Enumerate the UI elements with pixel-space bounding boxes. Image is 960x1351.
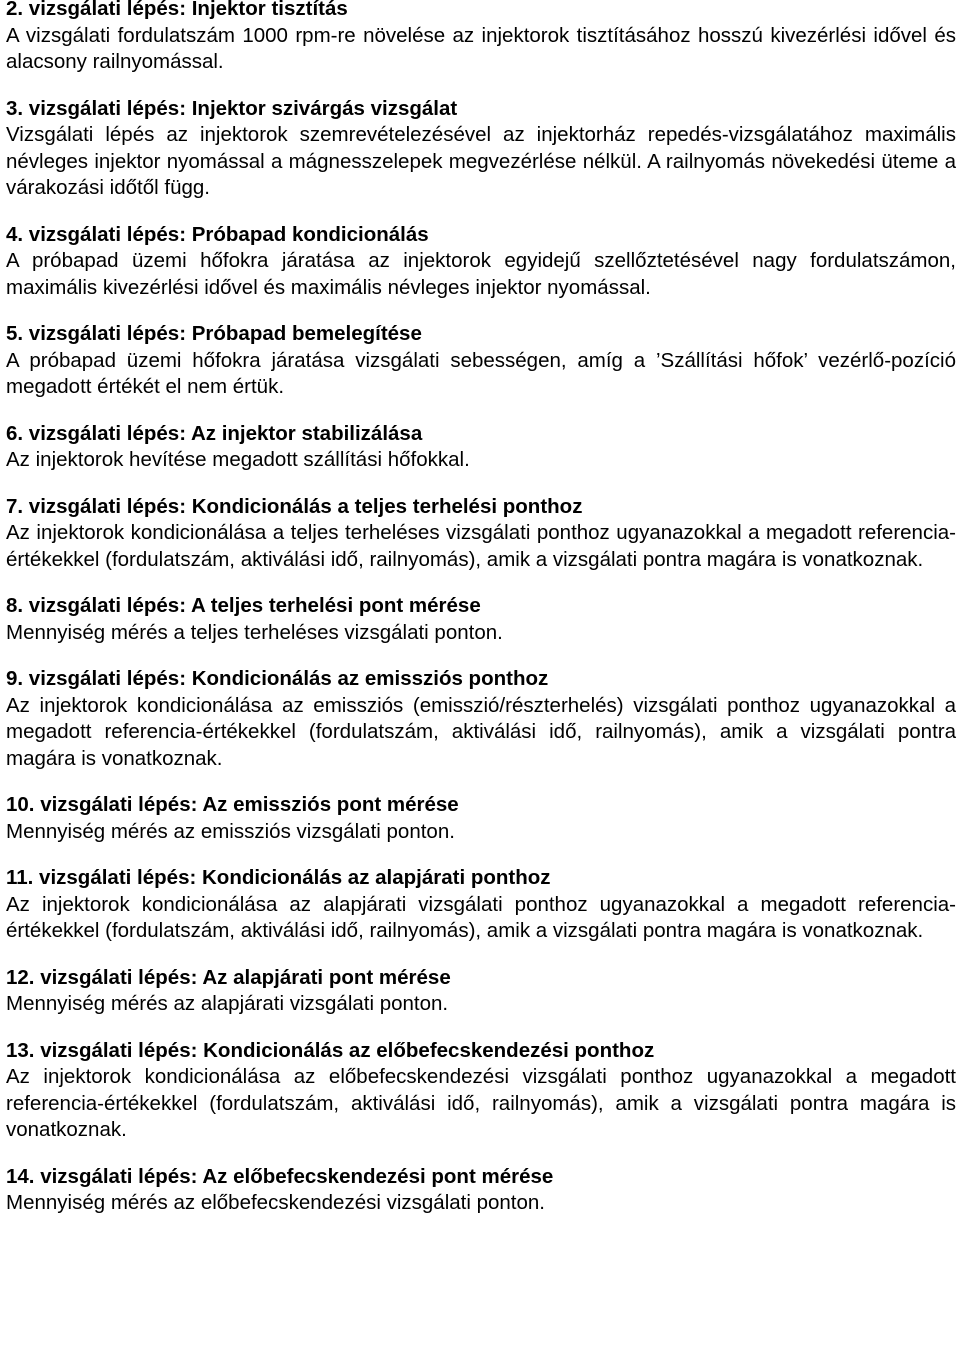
step-4 <box>6 222 956 302</box>
step-description: Vizsgálati lépés az injektorok szemrevételezésével az injektorház repedés-vizsgálatához maximális névleges injektor nyomással a mágnesszelepek megvezérlése nélkül. A railnyomás növekedési üteme a várakozási időtől függ. <box>6 123 956 199</box>
document-page <box>6 0 956 1237</box>
step-description: Mennyiség mérés az emissziós vizsgálati ponton. <box>6 819 455 843</box>
step-title: 10. vizsgálati lépés: Az emissziós pont mérése <box>6 793 459 816</box>
step-title: 5. vizsgálati lépés: Próbapad bemelegítése <box>6 322 422 345</box>
step-5 <box>6 321 956 401</box>
step-title: 4. vizsgálati lépés: Próbapad kondicionálás <box>6 222 429 246</box>
step-title: 13. vizsgálati lépés: Kondicionálás az előbefecskendezési ponthoz <box>6 1038 655 1062</box>
step-7 <box>6 494 956 574</box>
step-title: 14. vizsgálati lépés: Az előbefecskendezési pont mérése <box>6 1164 554 1188</box>
step-10 <box>6 792 956 845</box>
step-description: Az injektorok hevítése megadott szállítási hőfokkal. <box>6 448 470 471</box>
step-title: 3. vizsgálati lépés: Injektor szivárgás vizsgálat <box>6 96 458 120</box>
step-description: Mennyiség mérés az alapjárati vizsgálati ponton. <box>6 992 449 1015</box>
step-description: Mennyiség mérés az előbefecskendezési vizsgálati ponton. <box>6 1191 545 1214</box>
step-title: 2. vizsgálati lépés: Injektor tisztítás <box>6 0 348 20</box>
step-description: Az injektorok kondicionálása a teljes terheléses vizsgálati ponthoz ugyanazokkal a megadott referencia-értékekkel (fordulatszám, aktiválási idő, railnyomás), amik a vizsgálati pontra magára is vonatkoznak. <box>6 521 956 571</box>
step-title: 11. vizsgálati lépés: Kondicionálás az alapjárati ponthoz <box>6 866 551 889</box>
step-12 <box>6 965 956 1018</box>
step-14 <box>6 1164 956 1217</box>
step-description: Az injektorok kondicionálása az előbefecskendezési vizsgálati ponthoz ugyanazokkal a megadott referencia-értékekkel (fordulatszám, aktiválási idő, railnyomás), amik a vizsgálati pontra magára is vonatkoznak. <box>6 1065 956 1141</box>
step-description: Az injektorok kondicionálása az emissziós (emisszió/részterhelés) vizsgálati ponthoz ugyanazokkal a megadott referencia-értékekkel (fordulatszám, aktiválási idő, railnyomás), amik a vizsgálati pontra magára is vonatkoznak. <box>6 693 956 770</box>
step-description: A próbapad üzemi hőfokra járatása vizsgálati sebességen, amíg a ’Szállítási hőfok’ vezérlő-pozíció megadott értékét el nem értük. <box>6 348 956 398</box>
step-description: Mennyiség mérés a teljes terheléses vizsgálati ponton. <box>6 620 503 644</box>
step-title: 12. vizsgálati lépés: Az alapjárati pont mérése <box>6 965 451 989</box>
step-11 <box>6 865 956 945</box>
step-title: 8. vizsgálati lépés: A teljes terhelési pont mérése <box>6 594 481 617</box>
step-13 <box>6 1038 956 1144</box>
step-title: 9. vizsgálati lépés: Kondicionálás az emissziós ponthoz <box>6 667 549 690</box>
step-title: 6. vizsgálati lépés: Az injektor stabilizálása <box>6 421 423 445</box>
step-8 <box>6 593 956 646</box>
step-description: Az injektorok kondicionálása az alapjárati vizsgálati ponthoz ugyanazokkal a megadott referencia-értékekkel (fordulatszám, aktiválási idő, railnyomás), amik a vizsgálati pontra magára is vonatkoznak. <box>6 892 956 942</box>
step-6 <box>6 421 956 474</box>
step-description: A próbapad üzemi hőfokra járatása az injektorok egyidejű szellőztetésével nagy fordulatszámon, maximális kivezérlési idővel és maximális névleges injektor nyomással. <box>6 249 956 299</box>
step-9 <box>6 666 956 772</box>
step-3 <box>6 96 956 202</box>
step-description: A vizsgálati fordulatszám 1000 rpm-re növelése az injektorok tisztításához hosszú kivezérlési idővel és alacsony railnyomással. <box>6 23 956 73</box>
step-2 <box>6 0 956 76</box>
step-title: 7. vizsgálati lépés: Kondicionálás a teljes terhelési ponthoz <box>6 494 583 518</box>
